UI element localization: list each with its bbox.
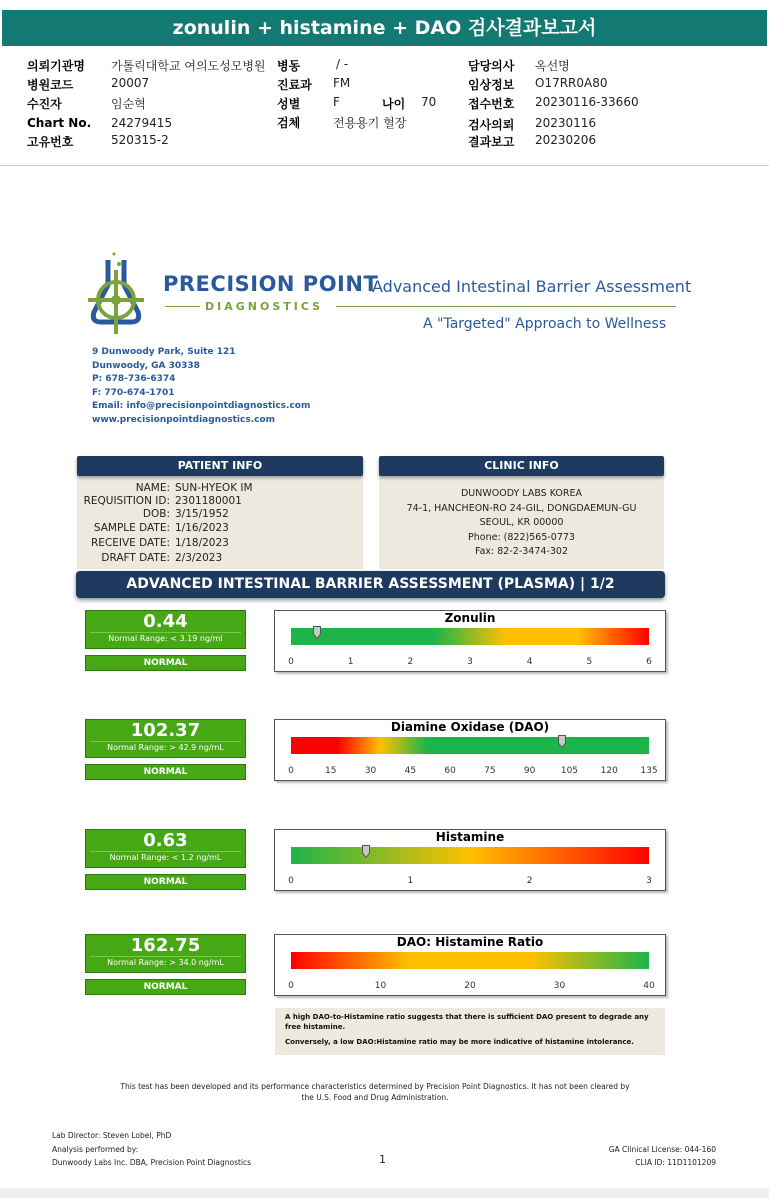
analysis-performed-by: Analysis performed by:: [52, 1145, 139, 1154]
status-badge: NORMAL: [85, 874, 246, 890]
gauge-bar: [291, 628, 649, 645]
requisition-id-value: 2301180001: [175, 495, 242, 507]
gauge-tick-label: 105: [560, 766, 579, 776]
range-gauge: [274, 829, 666, 891]
gauge-tick-label: 0: [288, 657, 294, 667]
brand-rule-right: [336, 306, 676, 307]
address-phone: P: 678-736-6374: [92, 374, 176, 384]
ratio-note: [275, 1008, 665, 1055]
hdr-label-sex: 성별: [277, 97, 301, 111]
hdr-value-chart: 24279415: [111, 116, 173, 130]
hdr-label-department: 진료과: [277, 78, 312, 92]
dob-label: DOB:: [142, 508, 170, 520]
clinic-city: SEOUL, KR 00000: [479, 517, 564, 528]
brand-name: PRECISION POINT: [163, 272, 379, 296]
gauge-tick-label: 10: [374, 981, 387, 991]
hdr-value-age: 70: [421, 95, 437, 109]
gauge-tick-label: 30: [553, 981, 566, 991]
gauge-tick-label: 60: [444, 766, 456, 776]
clinic-phone: Phone: (822)565-0773: [468, 532, 575, 543]
gauge-tick-label: 4: [526, 657, 533, 667]
status-badge: NORMAL: [85, 979, 246, 995]
gauge-tick-label: 0: [288, 981, 294, 991]
hdr-value-department: FM: [333, 76, 351, 90]
normal-range: Normal Range: > 42.9 ng/mL: [90, 741, 241, 753]
draft-date-value: 2/3/2023: [175, 552, 223, 564]
result-value: 102.37: [130, 720, 201, 741]
result-marker-icon: [313, 626, 321, 639]
gauge-tick-label: 15: [325, 766, 337, 776]
hdr-label-request-date: 검사의뢰: [468, 118, 515, 132]
hdr-value-ward: / -: [336, 57, 349, 71]
status-badge: NORMAL: [85, 655, 246, 671]
status-badge: NORMAL: [85, 764, 246, 780]
brand-sub: DIAGNOSTICS: [205, 300, 324, 313]
requisition-id-label: REQUISITION ID:: [83, 495, 170, 507]
patient-info-heading: PATIENT INFO: [77, 456, 363, 476]
hdr-value-unique-id: 520315-2: [111, 133, 169, 147]
gauge-tick-label: 0: [288, 766, 294, 776]
hdr-value-sex: F: [333, 95, 340, 109]
hdr-value-institution: 가톨릭대학교 여의도성모병원: [111, 59, 266, 73]
gauge-bar: [291, 952, 649, 969]
gauge-tick-label: 90: [523, 766, 536, 776]
result-value: 162.75: [130, 935, 201, 956]
result-value: 0.44: [143, 611, 188, 632]
header-divider: [0, 165, 769, 166]
result-value-box: [85, 934, 246, 973]
fda-disclaimer: This test has been developed and its performance characteristics determined by Precision Point Diagnostics. It has not been cleared by the U.S. Food and Drug Administration.: [120, 1082, 630, 1102]
hdr-value-patient: 임순혁: [111, 97, 146, 111]
lab-name: Dunwoody Labs Inc. DBA, Precision Point Diagnostics: [52, 1158, 252, 1167]
result-value-box: [85, 829, 246, 868]
dob-value: 3/15/1952: [175, 508, 229, 520]
range-gauge: [274, 934, 666, 996]
gauge-tick-label: 0: [288, 876, 294, 886]
gauge-title: Diamine Oxidase (DAO): [390, 720, 550, 734]
gauge-tick-label: 120: [600, 766, 618, 776]
result-value-box: [85, 719, 246, 758]
address-fax: F: 770-674-1701: [92, 387, 175, 398]
address-email: Email: info@precisionpointdiagnostics.com: [92, 401, 311, 411]
hdr-label-ward: 병동: [277, 59, 301, 73]
hdr-label-hospital-code: 병원코드: [27, 78, 74, 92]
ratio-note-high: A high DAO-to-Histamine ratio suggests that there is sufficient DAO present to degrade any free histamine.: [285, 1013, 649, 1031]
hdr-value-report-date: 20230206: [535, 133, 597, 147]
hdr-label-doctor: 담당의사: [468, 59, 515, 73]
gauge-tick-label: 2: [407, 657, 414, 667]
hdr-label-age: 나이: [382, 97, 406, 111]
gauge-title: DAO: Histamine Ratio: [396, 935, 544, 949]
hdr-value-hospital-code: 20007: [111, 76, 150, 90]
gauge-tick-label: 6: [646, 657, 652, 667]
result-value: 0.63: [143, 830, 188, 851]
assessment-title: Advanced Intestinal Barrier Assessment: [372, 277, 692, 296]
normal-range: Normal Range: < 3.19 ng/ml: [90, 632, 241, 644]
sample-date-label: SAMPLE DATE:: [93, 522, 170, 534]
range-gauge: [274, 719, 666, 781]
gauge-title: Zonulin: [444, 611, 496, 625]
lab-director: Lab Director: Steven Lobel, PhD: [52, 1131, 172, 1140]
gauge-bar: [291, 847, 649, 864]
result-marker-icon: [362, 845, 370, 858]
gauge-tick-label: 1: [407, 876, 414, 886]
patient-name-label: NAME:: [135, 482, 170, 494]
brand-rule-left: [165, 306, 200, 307]
hdr-value-request-date: 20230116: [535, 116, 597, 130]
normal-range: Normal Range: > 34.0 ng/mL: [90, 956, 241, 968]
gauge-tick-label: 135: [640, 766, 658, 776]
hdr-label-institution: 의뢰기관명: [27, 59, 85, 73]
clinic-info-heading: CLINIC INFO: [379, 456, 664, 476]
ga-license: GA Clinical License: 044-160: [608, 1145, 716, 1154]
receive-date-value: 1/18/2023: [175, 537, 229, 549]
gauge-tick-label: 3: [646, 876, 652, 886]
flask-target-logo-icon: [86, 250, 156, 335]
clia-id: CLIA ID: 11D1101209: [635, 1158, 716, 1167]
gauge-bar: [291, 737, 649, 754]
range-gauge: [274, 610, 666, 672]
gauge-tick-label: 45: [404, 766, 417, 776]
address-website: www.precisionpointdiagnostics.com: [92, 414, 276, 425]
hdr-value-specimen: 전용용기 혈장: [333, 116, 407, 130]
gauge-tick-label: 30: [364, 766, 377, 776]
tagline: A "Targeted" Approach to Wellness: [423, 316, 667, 332]
hdr-value-clinical-info: O17RR0A80: [535, 76, 608, 90]
sample-date-value: 1/16/2023: [175, 522, 229, 534]
hdr-label-reception-no: 접수번호: [468, 97, 515, 111]
gauge-tick-label: 75: [484, 766, 496, 776]
hdr-label-chart: Chart No.: [27, 116, 92, 130]
hdr-label-report-date: 결과보고: [468, 135, 515, 149]
clinic-name: DUNWOODY LABS KOREA: [460, 488, 583, 499]
hdr-label-patient: 수진자: [27, 97, 62, 111]
hdr-label-clinical-info: 임상정보: [468, 78, 515, 92]
page-number: 1: [379, 1153, 386, 1166]
gauge-tick-label: 20: [464, 981, 476, 991]
gauge-tick-label: 3: [467, 657, 473, 667]
receive-date-label: RECEIVE DATE:: [90, 537, 170, 549]
result-value-box: [85, 610, 246, 649]
patient-name-value: SUN-HYEOK IM: [175, 482, 253, 494]
section-banner: ADVANCED INTESTINAL BARRIER ASSESSMENT (PLASMA) | 1/2: [76, 571, 665, 598]
gauge-tick-label: 2: [526, 876, 533, 886]
address-street: 9 Dunwoody Park, Suite 121: [92, 347, 236, 357]
lab-address: [92, 346, 310, 427]
gauge-tick-label: 40: [643, 981, 655, 991]
clinic-street: 74-1, HANCHEON-RO 24-GIL, DONGDAEMUN-GU: [406, 503, 637, 514]
result-marker-icon: [558, 735, 566, 748]
hdr-label-unique-id: 고유번호: [27, 135, 74, 149]
hdr-value-reception-no: 20230116-33660: [535, 95, 639, 109]
hdr-label-specimen: 검체: [277, 116, 301, 130]
hdr-value-doctor: 옥선명: [535, 59, 570, 73]
normal-range: Normal Range: < 1.2 ng/mL: [90, 851, 241, 863]
draft-date-label: DRAFT DATE:: [101, 552, 170, 564]
gauge-tick-label: 5: [586, 657, 593, 667]
clinic-fax: Fax: 82-2-3474-302: [475, 546, 568, 557]
gauge-title: Histamine: [435, 830, 505, 844]
address-city: Dunwoody, GA 30338: [92, 360, 200, 371]
report-title: zonulin + histamine + DAO 검사결과보고서: [2, 10, 767, 46]
ratio-note-low: Conversely, a low DAO:Histamine ratio may be more indicative of histamine intolerance.: [285, 1038, 634, 1046]
gauge-tick-label: 1: [347, 657, 354, 667]
